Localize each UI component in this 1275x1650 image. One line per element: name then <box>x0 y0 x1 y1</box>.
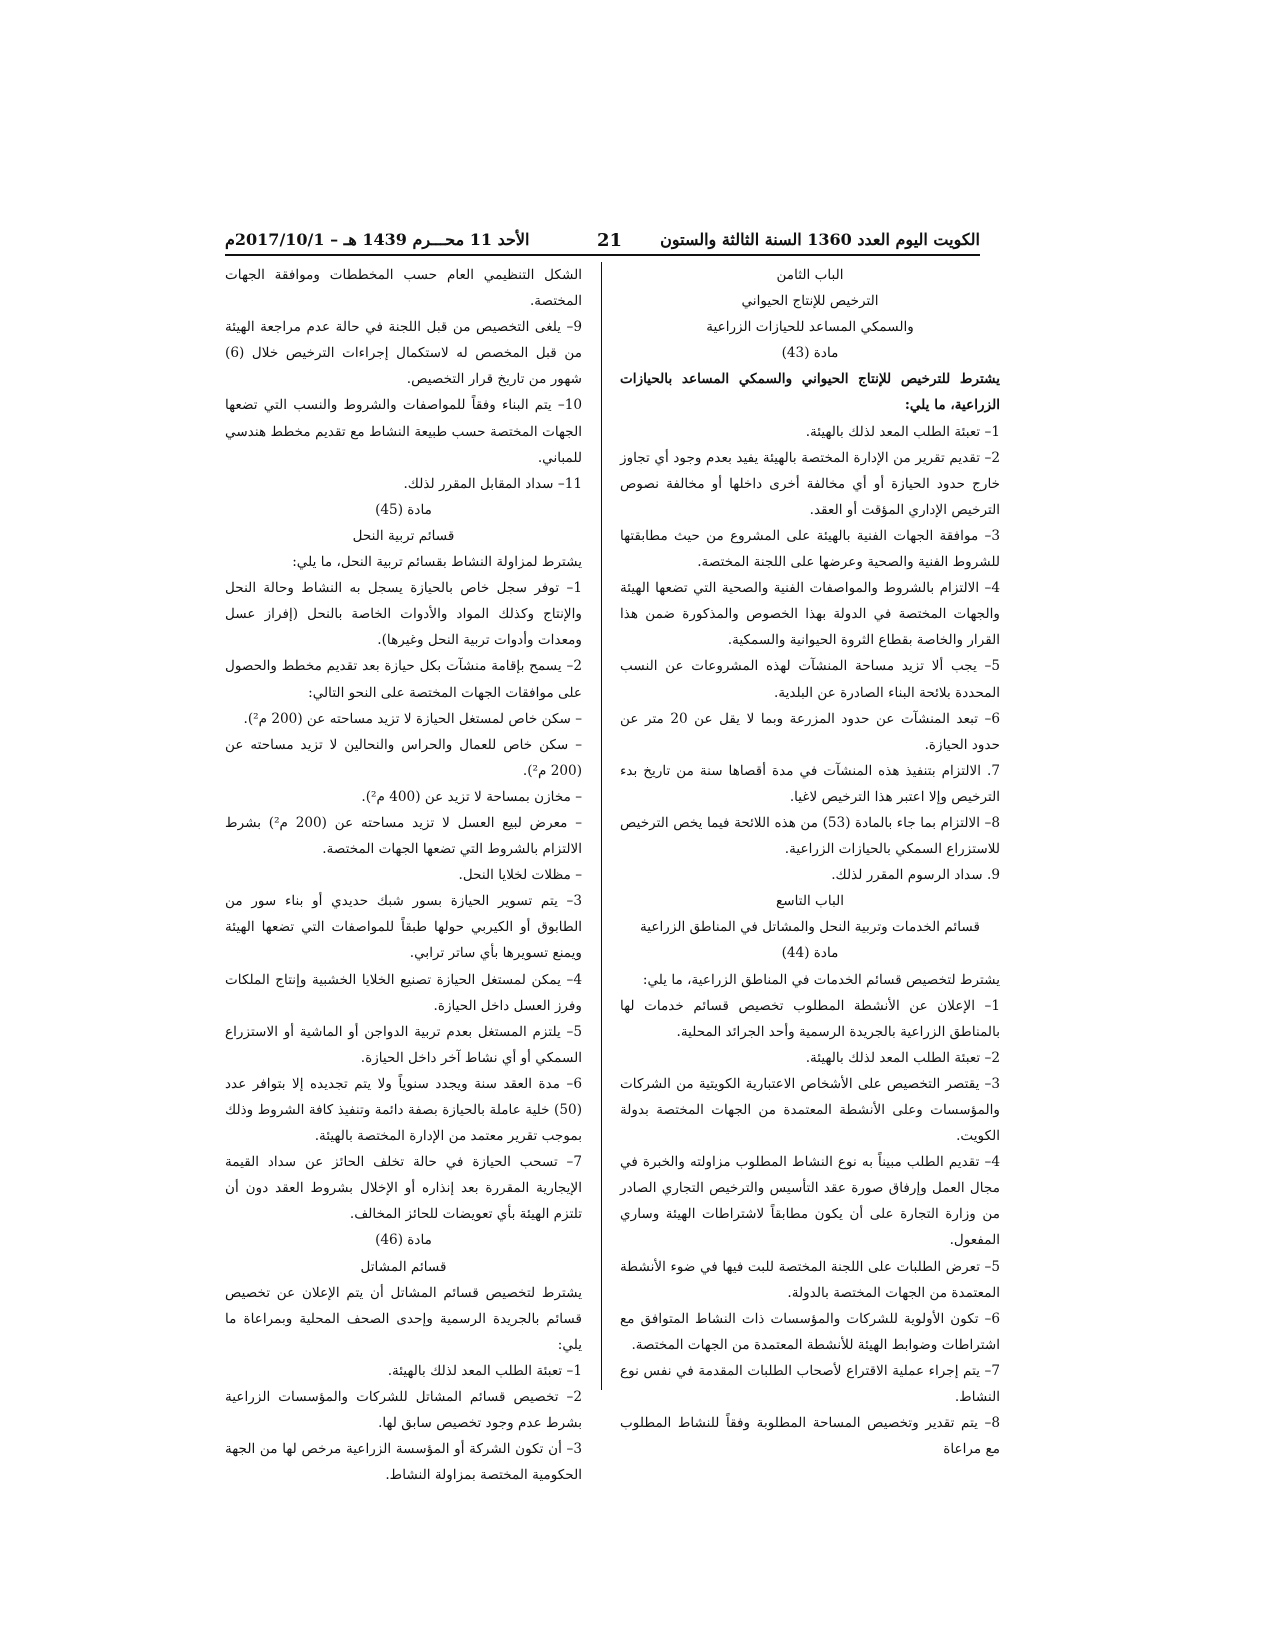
paragraph: 4– الالتزام بالشروط والمواصفات الفنية والصحية التي تضعها الهيئة والجهات المختصة في الدولة بهذا الخصوص والمذكورة ضمن هذا القرار والخاصة بقطاع الثروة الحيوانية والسمكية. <box>620 580 1000 649</box>
section-heading: الباب التاسع <box>775 893 845 910</box>
paragraph: 7– يتم إجراء عملية الاقتراع لأصحاب الطلبات المقدمة في نفس نوع النشاط. <box>620 1362 1000 1406</box>
section-heading: الباب الثامن <box>776 267 844 283</box>
paragraph: – سكن خاص للعمال والحراس والنحالين لا تزيد مساحته عن (200 م²). <box>225 736 582 779</box>
page-number: 21 <box>597 230 623 251</box>
column-divider <box>601 262 602 1390</box>
right-column <box>620 262 1000 1462</box>
paragraph: 5– يجب ألا تزيد مساحة المنشآت لهذه المشروعات عن النسب المحددة بلائحة البناء الصادرة عن البلدية. <box>620 658 1000 701</box>
paragraph: يشترط لتخصيص قسائم المشاتل أن يتم الإعلان عن تخصيص قسائم بالجريدة الرسمية وإحدى الصحف المحلية وبمراعاة ما يلي: <box>225 1284 582 1353</box>
paragraph: 3– موافقة الجهات الفنية بالهيئة على المشروع من حيث مطابقتها للشروط الفنية والصحية وعرضها على اللجنة المختصة. <box>620 527 1000 571</box>
paragraph: 2– تقديم تقرير من الإدارة المختصة بالهيئة يفيد بعدم وجود أي تجاوز خارج حدود الحيازة أو أي مخالفة أخرى داخلها أو مخالفة نصوص الترخيص الإداري المؤقت أو العقد. <box>620 449 1000 518</box>
section-heading: مادة (44) <box>781 945 839 962</box>
paragraph: 4– يمكن لمستغل الحيازة تصنيع الخلايا الخشبية وإنتاج الملكات وفرز العسل داخل الحيازة. <box>225 971 582 1014</box>
paragraph: 1– الإعلان عن الأنشطة المطلوب تخصيص قسائم خدمات لها بالمناطق الزراعية بالجريدة الرسمية وأحد الجرائد المحلية. <box>620 997 1000 1040</box>
section-heading: قسائم المشاتل <box>360 1258 447 1275</box>
paragraph: 2– تعبئة الطلب المعد لذلك بالهيئة. <box>805 1049 1000 1066</box>
paragraph: 8– الالتزام بما جاء بالمادة (53) من هذه اللائحة فيما يخص الترخيص للاستزراع السمكي بالحيازات الزراعية. <box>620 814 1000 858</box>
section-heading: مادة (45) <box>375 501 432 518</box>
paragraph: 11– سداد المقابل المقرر لذلك. <box>403 475 582 492</box>
paragraph: يشترط للترخيص للإنتاج الحيواني والسمكي المساعد بالحيازات الزراعية، ما يلي: <box>620 371 1000 414</box>
paragraph: – سكن خاص لمستغل الحيازة لا تزيد مساحته عن (200 م²). <box>243 710 582 727</box>
paragraph: 6– مدة العقد سنة ويجدد سنوياً ولا يتم تجديده إلا بتوافر عدد (50) خلية عاملة بالحيازة بصفة دائمة وتنفيذ كافة الشروط وذلك بموجب تقرير معتمد من الإدارة المختصة بالهيئة. <box>225 1075 582 1145</box>
paragraph: 2– يسمح بإقامة منشآت بكل حيازة بعد تقديم مخطط والحصول على موافقات الجهات المختصة على النحو التالي: <box>225 658 582 701</box>
paragraph: يشترط لمزاولة النشاط بقسائم تربية النحل، ما يلي: <box>292 554 582 571</box>
paragraph: 9. سداد الرسوم المقرر لذلك. <box>831 867 1000 884</box>
section-heading: قسائم الخدمات وتربية النحل والمشاتل في المناطق الزراعية <box>640 919 980 936</box>
paragraph: 6– تبعد المنشآت عن حدود المزرعة وبما لا يقل عن 20 متر عن حدود الحيازة. <box>620 710 1000 753</box>
issue-date: الأحد 11 محـــرم 1439 هـ – 2017/10/1م <box>225 230 530 249</box>
paragraph: 4– تقديم الطلب مبيناً به نوع النشاط المطلوب مزاولته والخبرة في مجال العمل وإرفاق صورة عقد التأسيس والترخيص التجاري الصادر من وزارة التجارة على أن يكون مطابقاً لاشتراطات الهيئة وساري المفعول. <box>620 1154 1000 1249</box>
paragraph: 1– توفر سجل خاص بالحيازة يسجل به النشاط وحالة النحل والإنتاج وكذلك المواد والأدوات الخاصة بالنحل (إفراز عسل ومعدات وأدوات تربية النحل وغيرها). <box>225 580 582 649</box>
paragraph: – مخازن بمساحة لا تزيد عن (400 م²). <box>361 788 582 805</box>
paragraph: 3– يتم تسوير الحيازة بسور شبك حديدي أو بناء سور من الطابوق أو الكيربي حولها طبقاً للمواصفات التي تضعها الهيئة ويمنع تسويرها بأي ساتر ترابي. <box>225 893 582 962</box>
publication-title: الكويت اليوم العدد 1360 السنة الثالثة والستون <box>660 230 980 249</box>
section-heading: والسمكي المساعد للحيازات الزراعية <box>706 319 914 336</box>
paragraph: يشترط لتخصيص قسائم الخدمات في المناطق الزراعية، ما يلي: <box>642 971 1000 988</box>
paragraph: 8– يتم تقدير وتخصيص المساحة المطلوبة وفقاً للنشاط المطلوب مع مراعاة <box>620 1415 1000 1458</box>
paragraph: 7. الالتزام بتنفيذ هذه المنشآت في مدة أقصاها سنة من تاريخ بدء الترخيص وإلا اعتبر هذا الترخيص لاغيا. <box>620 762 1000 805</box>
paragraph: 10– يتم البناء وفقاً للمواصفات والشروط والنسب التي تضعها الجهات المختصة حسب طبيعة النشاط مع تقديم مخطط هندسي للمباني. <box>225 397 582 466</box>
paragraph: 6– تكون الأولوية للشركات والمؤسسات ذات النشاط المتوافق مع اشتراطات وضوابط الهيئة للأنشطة المعتمدة من الجهات المختصة. <box>620 1310 1000 1353</box>
paragraph: 5– تعرض الطلبات على اللجنة المختصة للبت فيها في ضوء الأنشطة المعتمدة من الجهات المختصة بالدولة. <box>620 1258 1000 1301</box>
paragraph: 5– يلتزم المستغل بعدم تربية الدواجن أو الماشية أو الاستزراع السمكي أو أي نشاط آخر داخل الحيازة. <box>225 1023 582 1066</box>
paragraph: 7– تسحب الحيازة في حالة تخلف الحائز عن سداد القيمة الإيجارية المقررة بعد إنذاره أو الإخلال بشروط العقد دون أن تلتزم الهيئة بأي تعويضات للحائز المخالف. <box>225 1154 582 1223</box>
page-header <box>225 228 980 256</box>
section-heading: مادة (46) <box>375 1232 432 1249</box>
paragraph: – معرض لبيع العسل لا تزيد مساحته عن (200 م²) بشرط الالتزام بالشروط التي تضعها الجهات المختصة. <box>225 814 582 858</box>
section-heading: قسائم تربية النحل <box>352 527 455 544</box>
left-column <box>225 262 582 1488</box>
paragraph: 3– أن تكون الشركة أو المؤسسة الزراعية مرخص لها من الجهة الحكومية المختصة بمزاولة النشاط. <box>225 1441 582 1484</box>
paragraph: 1– تعبئة الطلب المعد لذلك بالهيئة. <box>387 1362 582 1379</box>
section-heading: الترخيص للإنتاج الحيواني <box>741 293 879 310</box>
paragraph: 2– تخصيص قسائم المشاتل للشركات والمؤسسات الزراعية بشرط عدم وجود تخصيص سابق لها. <box>225 1389 582 1432</box>
paragraph: الشكل التنظيمي العام حسب المخططات وموافقة الجهات المختصة. <box>225 267 582 310</box>
paragraph: 1– تعبئة الطلب المعد لذلك بالهيئة. <box>805 423 1000 440</box>
paragraph: 3– يقتصر التخصيص على الأشخاص الاعتبارية الكويتية من الشركات والمؤسسات وعلى الأنشطة المعتمدة من الجهات المختصة بدولة الكويت. <box>620 1075 1000 1145</box>
section-heading: مادة (43) <box>781 345 839 362</box>
paragraph: 9– يلغى التخصيص من قبل اللجنة في حالة عدم مراجعة الهيئة من قبل المخصص له لاستكمال إجراءات الترخيص خلال (6) شهور من تاريخ قرار التخصيص. <box>225 319 582 388</box>
paragraph: – مظلات لخلايا النحل. <box>458 867 582 884</box>
